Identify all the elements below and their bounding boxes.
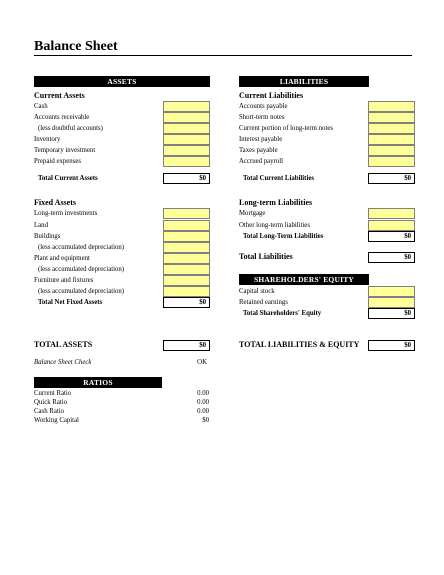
ratio-value-cash: 0.00 bbox=[197, 408, 209, 415]
equity-band: SHAREHOLDERS' EQUITY bbox=[239, 274, 369, 285]
asset-label-plant-equipment: Plant and equipment bbox=[34, 255, 90, 262]
furniture-fixtures-input[interactable] bbox=[163, 275, 210, 286]
ratios-band: RATIOS bbox=[34, 377, 162, 388]
asset-label-long-term-investments: Long-term investments bbox=[34, 210, 98, 217]
land-input[interactable] bbox=[163, 220, 210, 231]
total-long-term-liabilities-value: $0 bbox=[368, 231, 415, 242]
asset-label-temporary-investment: Temporary investment bbox=[34, 147, 96, 154]
liab-label-taxes-payable: Taxes payable bbox=[239, 147, 278, 154]
total-assets-value: $0 bbox=[163, 340, 210, 351]
capital-stock-input[interactable] bbox=[368, 286, 415, 297]
total-current-liabilities-value: $0 bbox=[368, 173, 415, 184]
total-liabilities-equity-label: TOTAL LIABILITIES & EQUITY bbox=[239, 340, 360, 349]
asset-label-prepaid-expenses: Prepaid expenses bbox=[34, 158, 81, 165]
title-divider bbox=[34, 55, 412, 56]
mortgage-input[interactable] bbox=[368, 208, 415, 219]
current-assets-heading: Current Assets bbox=[34, 91, 85, 100]
taxes-payable-input[interactable] bbox=[368, 145, 415, 156]
current-portion-input[interactable] bbox=[368, 123, 415, 134]
asset-label-land: Land bbox=[34, 222, 48, 229]
asset-label-accounts-receivable: Accounts receivable bbox=[34, 114, 90, 121]
total-assets-label: TOTAL ASSETS bbox=[34, 340, 93, 349]
total-current-assets-label: Total Current Assets bbox=[38, 175, 98, 182]
long-term-liabilities-heading: Long-term Liabilities bbox=[239, 198, 313, 207]
short-term-notes-input[interactable] bbox=[368, 112, 415, 123]
total-current-assets-value: $0 bbox=[163, 173, 210, 184]
cash-input[interactable] bbox=[163, 101, 210, 112]
buildings-depreciation-input[interactable] bbox=[163, 242, 210, 253]
total-long-term-liabilities-label: Total Long-Term Liabilities bbox=[243, 233, 324, 240]
total-equity-label: Total Shareholders' Equity bbox=[243, 310, 322, 317]
equity-label-retained-earnings: Retained earnings bbox=[239, 299, 288, 306]
fixed-assets-heading: Fixed Assets bbox=[34, 198, 76, 207]
other-long-term-input[interactable] bbox=[368, 220, 415, 231]
interest-payable-input[interactable] bbox=[368, 134, 415, 145]
ratio-label-quick: Quick Ratio bbox=[34, 399, 68, 406]
ratio-label-working-capital: Working Capital bbox=[34, 417, 79, 424]
asset-label-buildings-depreciation: (less accumulated depreciation) bbox=[38, 244, 125, 251]
page-title: Balance Sheet bbox=[34, 39, 118, 54]
liab-label-current-portion: Current portion of long-term notes bbox=[239, 125, 334, 132]
ratio-value-working-capital: $0 bbox=[202, 417, 209, 424]
total-liabilities-value: $0 bbox=[368, 252, 415, 263]
ratio-value-current: 0.00 bbox=[197, 390, 209, 397]
equity-label-capital-stock: Capital stock bbox=[239, 288, 275, 295]
liab-label-accrued-payroll: Accrued payroll bbox=[239, 158, 283, 165]
total-fixed-assets-label: Total Net Fixed Assets bbox=[38, 299, 103, 306]
furniture-depreciation-input[interactable] bbox=[163, 286, 210, 297]
prepaid-expenses-input[interactable] bbox=[163, 156, 210, 167]
liab-label-accounts-payable: Accounts payable bbox=[239, 103, 288, 110]
liabilities-band: LIABILITIES bbox=[239, 76, 369, 87]
total-equity-value: $0 bbox=[368, 308, 415, 319]
ratio-label-cash: Cash Ratio bbox=[34, 408, 65, 415]
buildings-input[interactable] bbox=[163, 231, 210, 242]
long-term-investments-input[interactable] bbox=[163, 208, 210, 219]
balance-check-label: Balance Sheet Check bbox=[34, 359, 92, 366]
assets-band: ASSETS bbox=[34, 76, 210, 87]
asset-label-cash: Cash bbox=[34, 103, 48, 110]
liab-label-other-long-term: Other long-term liabilities bbox=[239, 222, 310, 229]
asset-label-furniture-depreciation: (less accumulated depreciation) bbox=[38, 288, 125, 295]
temporary-investment-input[interactable] bbox=[163, 145, 210, 156]
total-current-liabilities-label: Total Current Liabilities bbox=[243, 175, 314, 182]
asset-label-plant-depreciation: (less accumulated depreciation) bbox=[38, 266, 125, 273]
retained-earnings-input[interactable] bbox=[368, 297, 415, 308]
asset-label-doubtful-accounts: (less doubtful accounts) bbox=[38, 125, 103, 132]
total-fixed-assets-value: $0 bbox=[163, 297, 210, 308]
asset-label-furniture-fixtures: Furniture and fixtures bbox=[34, 277, 94, 284]
accounts-payable-input[interactable] bbox=[368, 101, 415, 112]
ratio-label-current: Current Ratio bbox=[34, 390, 72, 397]
current-liabilities-heading: Current Liabilities bbox=[239, 91, 304, 100]
asset-label-inventory: Inventory bbox=[34, 136, 61, 143]
doubtful-accounts-input[interactable] bbox=[163, 123, 210, 134]
inventory-input[interactable] bbox=[163, 134, 210, 145]
total-liabilities-equity-value: $0 bbox=[368, 340, 415, 351]
asset-label-buildings: Buildings bbox=[34, 233, 61, 240]
liab-label-mortgage: Mortgage bbox=[239, 210, 266, 217]
accounts-receivable-input[interactable] bbox=[163, 112, 210, 123]
ratio-value-quick: 0.00 bbox=[197, 399, 209, 406]
liab-label-short-term-notes: Short-term notes bbox=[239, 114, 285, 121]
plant-equipment-input[interactable] bbox=[163, 253, 210, 264]
liab-label-interest-payable: Interest payable bbox=[239, 136, 283, 143]
accrued-payroll-input[interactable] bbox=[368, 156, 415, 167]
balance-check-value: OK bbox=[197, 359, 207, 366]
plant-depreciation-input[interactable] bbox=[163, 264, 210, 275]
total-liabilities-label: Total Liabilities bbox=[239, 252, 293, 261]
